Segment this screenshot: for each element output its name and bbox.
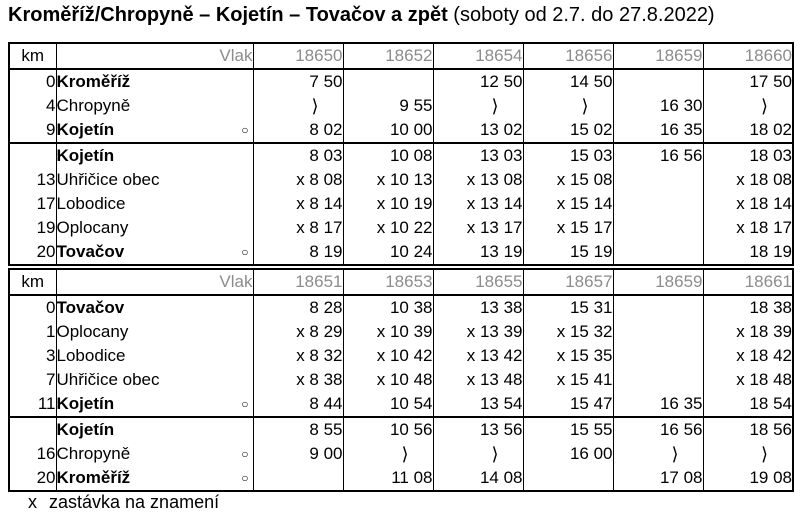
- time-cell: 11 08: [343, 466, 433, 491]
- time-cell: x 8 29: [253, 320, 343, 344]
- timetable-outbound: [8, 42, 794, 266]
- time-cell: [613, 320, 703, 344]
- time-cell: 13 54: [433, 392, 523, 417]
- station-cell: [56, 192, 253, 216]
- time-cell: 18 56: [703, 417, 793, 442]
- station-cell: [56, 118, 253, 143]
- station-cell: [56, 392, 253, 417]
- train-number-header: 18650: [253, 43, 343, 69]
- train-number-header: 18652: [343, 43, 433, 69]
- station-row: [9, 320, 793, 344]
- time-cell: 14 50: [523, 69, 613, 94]
- station-row: [9, 192, 793, 216]
- time-cell: x 13 48: [433, 368, 523, 392]
- train-number-header: 18653: [343, 269, 433, 295]
- station-row: [9, 69, 793, 94]
- station-row: [9, 368, 793, 392]
- station-cell: [56, 344, 253, 368]
- station-row: [9, 417, 793, 442]
- time-cell: 12 50: [433, 69, 523, 94]
- time-cell: [613, 344, 703, 368]
- time-cell: x 13 42: [433, 344, 523, 368]
- station-cell: [56, 69, 253, 94]
- time-cell: 15 47: [523, 392, 613, 417]
- station-circle-icon: ○: [241, 447, 249, 461]
- station-cell: [56, 143, 253, 168]
- time-cell: x 10 22: [343, 216, 433, 240]
- time-cell: 8 44: [253, 392, 343, 417]
- station-cell: [56, 417, 253, 442]
- km-cell: 11: [9, 392, 56, 417]
- km-column-header: km: [9, 43, 56, 69]
- time-cell: x 18 48: [703, 368, 793, 392]
- pass-through-cell: ⟩: [523, 94, 613, 118]
- time-cell: [613, 168, 703, 192]
- time-cell: x 13 14: [433, 192, 523, 216]
- time-cell: x 8 08: [253, 168, 343, 192]
- time-cell: 16 30: [613, 94, 703, 118]
- train-number-header: 18659: [613, 269, 703, 295]
- station-name: Oplocany: [56, 322, 129, 341]
- pass-through-cell: ⟩: [343, 442, 433, 466]
- km-cell: 4: [9, 94, 56, 118]
- time-cell: x 10 13: [343, 168, 433, 192]
- km-cell: 0: [9, 69, 56, 94]
- time-cell: 10 24: [343, 240, 433, 265]
- time-cell: 18 02: [703, 118, 793, 143]
- time-cell: x 18 42: [703, 344, 793, 368]
- time-cell: x 18 17: [703, 216, 793, 240]
- time-cell: [253, 466, 343, 491]
- time-cell: 15 03: [523, 143, 613, 168]
- time-cell: x 13 39: [433, 320, 523, 344]
- time-cell: 10 00: [343, 118, 433, 143]
- station-circle-icon: ○: [241, 245, 249, 259]
- train-number-header: 18657: [523, 269, 613, 295]
- time-cell: [613, 69, 703, 94]
- validity-period: (soboty od 2.7. do 27.8.2022): [453, 4, 715, 26]
- station-cell: [56, 368, 253, 392]
- time-cell: 16 00: [523, 442, 613, 466]
- station-row: [9, 442, 793, 466]
- km-cell: 20: [9, 466, 56, 491]
- station-name: Kojetín: [56, 120, 115, 139]
- time-cell: 8 55: [253, 417, 343, 442]
- time-cell: 17 08: [613, 466, 703, 491]
- time-cell: [613, 192, 703, 216]
- time-cell: [613, 368, 703, 392]
- time-cell: 13 02: [433, 118, 523, 143]
- time-cell: x 15 41: [523, 368, 613, 392]
- station-name: Kroměříž: [56, 72, 131, 91]
- km-cell: 13: [9, 168, 56, 192]
- time-cell: x 18 39: [703, 320, 793, 344]
- footnote: [28, 492, 219, 513]
- time-cell: 8 03: [253, 143, 343, 168]
- time-cell: 10 54: [343, 392, 433, 417]
- station-name: Chropyně: [56, 444, 131, 463]
- time-cell: [613, 295, 703, 320]
- time-cell: 13 38: [433, 295, 523, 320]
- station-name: Kojetín: [56, 420, 115, 439]
- time-cell: 9 00: [253, 442, 343, 466]
- train-number-header: 18661: [703, 269, 793, 295]
- station-cell: [56, 295, 253, 320]
- time-cell: 18 38: [703, 295, 793, 320]
- station-row: [9, 118, 793, 143]
- station-row: [9, 168, 793, 192]
- time-cell: 16 35: [613, 118, 703, 143]
- time-cell: x 10 19: [343, 192, 433, 216]
- station-name: Chropyně: [56, 96, 131, 115]
- time-cell: 16 56: [613, 417, 703, 442]
- station-name: Kojetín: [56, 146, 115, 165]
- time-cell: [343, 69, 433, 94]
- time-cell: [613, 240, 703, 265]
- time-cell: 10 56: [343, 417, 433, 442]
- station-row: [9, 295, 793, 320]
- time-cell: x 10 42: [343, 344, 433, 368]
- time-cell: 8 19: [253, 240, 343, 265]
- station-name: Uhřičice obec: [56, 170, 160, 189]
- time-cell: x 15 14: [523, 192, 613, 216]
- footnote-text: zastávka na znamení: [49, 492, 220, 512]
- page-title: [8, 4, 715, 27]
- station-row: [9, 94, 793, 118]
- vlak-column-header: Vlak: [219, 272, 253, 291]
- time-cell: 18 54: [703, 392, 793, 417]
- pass-through-cell: ⟩: [703, 94, 793, 118]
- time-cell: 15 31: [523, 295, 613, 320]
- station-row: [9, 216, 793, 240]
- pass-through-cell: ⟩: [433, 94, 523, 118]
- time-cell: 9 55: [343, 94, 433, 118]
- station-name: Kroměříž: [56, 468, 131, 487]
- station-cell: [56, 240, 253, 265]
- header-row: [9, 269, 793, 295]
- train-number-header: 18656: [523, 43, 613, 69]
- time-cell: x 10 39: [343, 320, 433, 344]
- time-cell: 16 35: [613, 392, 703, 417]
- time-cell: x 8 32: [253, 344, 343, 368]
- km-cell: [9, 417, 56, 442]
- time-cell: x 8 38: [253, 368, 343, 392]
- time-cell: 10 08: [343, 143, 433, 168]
- time-cell: x 18 14: [703, 192, 793, 216]
- station-name: Lobodice: [56, 194, 126, 213]
- station-cell: [56, 216, 253, 240]
- time-cell: x 13 17: [433, 216, 523, 240]
- station-name: Tovačov: [56, 298, 125, 317]
- station-circle-icon: ○: [241, 471, 249, 485]
- pass-through-cell: ⟩: [253, 94, 343, 118]
- station-cell: [56, 442, 253, 466]
- train-number-header: 18660: [703, 43, 793, 69]
- train-number-header: 18655: [433, 269, 523, 295]
- km-cell: 9: [9, 118, 56, 143]
- km-cell: 16: [9, 442, 56, 466]
- station-circle-icon: ○: [241, 397, 249, 411]
- station-name: Lobodice: [56, 346, 126, 365]
- vlak-column-header: Vlak: [219, 46, 253, 65]
- time-cell: 16 56: [613, 143, 703, 168]
- time-cell: 14 08: [433, 466, 523, 491]
- time-cell: x 15 08: [523, 168, 613, 192]
- time-cell: x 13 08: [433, 168, 523, 192]
- km-column-header: km: [9, 269, 56, 295]
- time-cell: 8 02: [253, 118, 343, 143]
- train-number-header: 18654: [433, 43, 523, 69]
- station-name: Tovačov: [56, 242, 125, 261]
- time-cell: 7 50: [253, 69, 343, 94]
- pass-through-cell: ⟩: [433, 442, 523, 466]
- train-number-header: 18659: [613, 43, 703, 69]
- header-row: [9, 43, 793, 69]
- station-row: [9, 344, 793, 368]
- km-cell: 3: [9, 344, 56, 368]
- time-cell: 18 03: [703, 143, 793, 168]
- km-cell: 20: [9, 240, 56, 265]
- timetable-return: [8, 268, 794, 492]
- time-cell: 15 55: [523, 417, 613, 442]
- time-cell: 15 02: [523, 118, 613, 143]
- time-cell: 13 56: [433, 417, 523, 442]
- station-name: Kojetín: [56, 394, 115, 413]
- km-cell: [9, 143, 56, 168]
- time-cell: 10 38: [343, 295, 433, 320]
- station-cell: [56, 466, 253, 491]
- time-cell: 18 19: [703, 240, 793, 265]
- station-row: [9, 143, 793, 168]
- station-cell: [56, 320, 253, 344]
- station-cell: [56, 94, 253, 118]
- time-cell: [613, 216, 703, 240]
- station-name: Oplocany: [56, 218, 129, 237]
- km-cell: 1: [9, 320, 56, 344]
- train-number-header: 18651: [253, 269, 343, 295]
- km-cell: 0: [9, 295, 56, 320]
- time-cell: 15 19: [523, 240, 613, 265]
- pass-through-cell: ⟩: [613, 442, 703, 466]
- time-cell: 8 28: [253, 295, 343, 320]
- time-cell: x 10 48: [343, 368, 433, 392]
- station-row: [9, 240, 793, 265]
- time-cell: [523, 466, 613, 491]
- station-cell: [56, 168, 253, 192]
- time-cell: 19 08: [703, 466, 793, 491]
- time-cell: 13 03: [433, 143, 523, 168]
- request-stop-symbol: x: [28, 492, 37, 512]
- route-title: Kroměříž/Chropyně – Kojetín – Tovačov a zpět: [8, 4, 448, 26]
- time-cell: x 15 35: [523, 344, 613, 368]
- time-cell: 13 19: [433, 240, 523, 265]
- km-cell: 19: [9, 216, 56, 240]
- time-cell: x 8 17: [253, 216, 343, 240]
- time-cell: x 18 08: [703, 168, 793, 192]
- pass-through-cell: ⟩: [703, 442, 793, 466]
- time-cell: x 15 17: [523, 216, 613, 240]
- station-row: [9, 466, 793, 491]
- time-cell: 17 50: [703, 69, 793, 94]
- time-cell: x 8 14: [253, 192, 343, 216]
- time-cell: x 15 32: [523, 320, 613, 344]
- km-cell: 7: [9, 368, 56, 392]
- station-row: [9, 392, 793, 417]
- station-circle-icon: ○: [241, 123, 249, 137]
- station-name: Uhřičice obec: [56, 370, 160, 389]
- km-cell: 17: [9, 192, 56, 216]
